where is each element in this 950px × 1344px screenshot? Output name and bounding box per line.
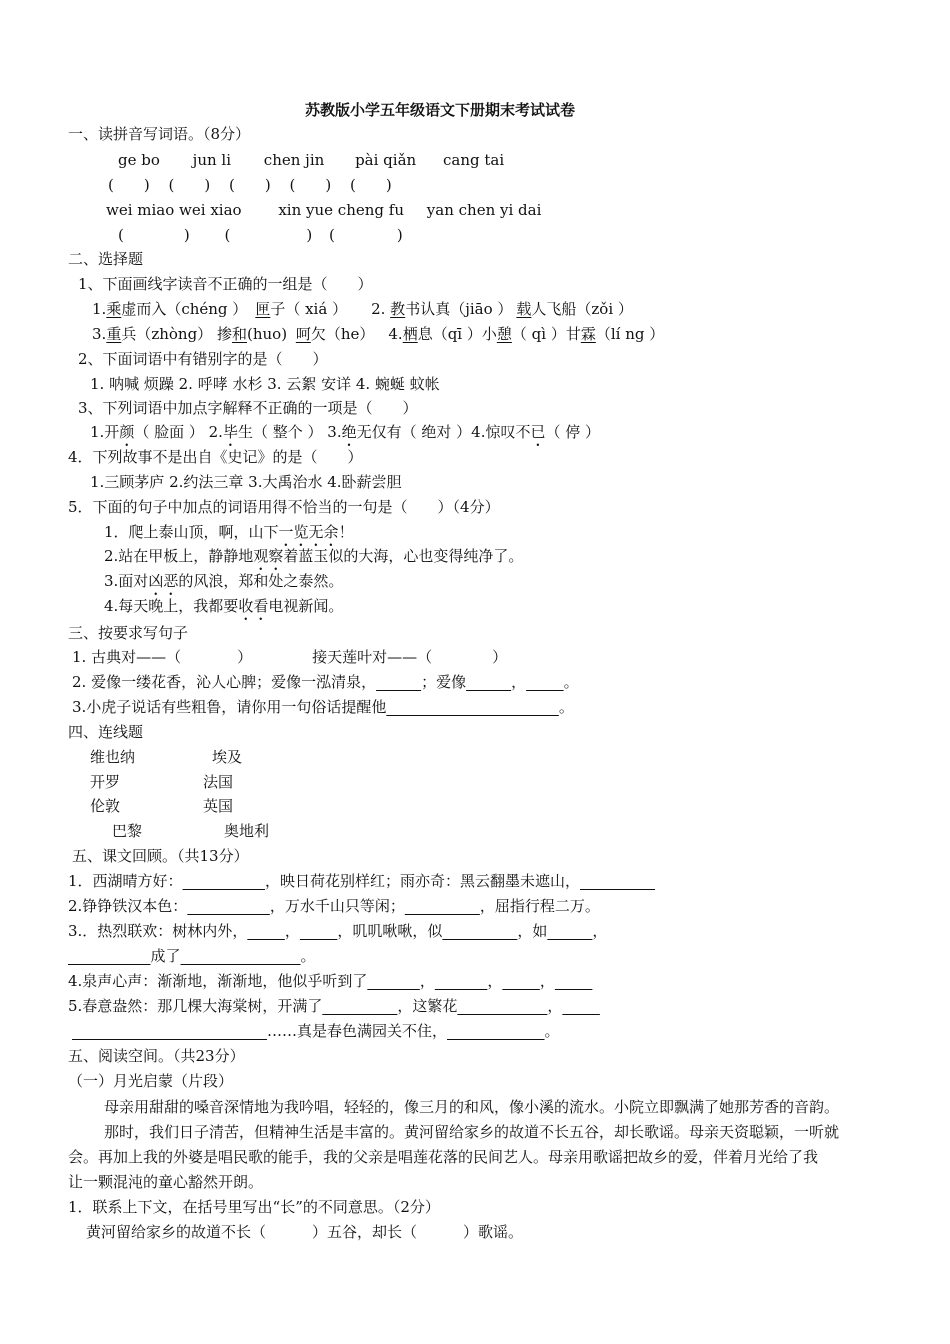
match-right-item[interactable]: 奥地利 (224, 822, 270, 840)
recall-line-4: 4.泉声心声：渐渐地，渐渐地，他似乎听到了 ， ， ， (68, 971, 592, 991)
question-2-3-options: 1.开颜（ 脸面 ） 2.毕生（ 整个 ） 3.绝无仅有（ 绝对 ）4.惊叹不已（ 停 ） (90, 423, 601, 441)
section-6-heading: 五、阅读空间。（共23分） (68, 1047, 245, 1065)
answer-blank[interactable] (300, 922, 338, 940)
match-right-item[interactable]: 埃及 (212, 748, 243, 766)
answer-blank[interactable]: ( ) (224, 226, 313, 244)
pinyin-item: jun li (192, 151, 232, 169)
recall-line-3: 3.．热烈联欢：树林内外， ， ，叽叽啾啾，似 ，如 ， (68, 922, 608, 940)
question-2-2-options: 1. 呐喊 烦躁 2. 呼哮 水杉 3. 云絮 安详 4. 蜿蜒 蚊帐 (90, 375, 440, 393)
reading-paragraph-1: 母亲用甜甜的嗓音深情地为我吟唱，轻轻的，像三月的和风，像小溪的流水。小院立即飘满了她那芳香的音韵。 (104, 1098, 840, 1116)
answer-parens-row-1 (108, 175, 392, 195)
answer-blank[interactable]: ( ) (329, 226, 403, 244)
section-1-heading: 一、读拼音写词语。（8分） (68, 125, 251, 143)
answer-blank[interactable] (526, 673, 564, 691)
match-right-item[interactable]: 法国 (203, 773, 234, 791)
match-right-item[interactable]: 英国 (203, 797, 234, 815)
recall-line-5: 5.春意盎然：那几棵大海棠树，开满了 ，这繁花 ， (68, 996, 600, 1016)
reading-paragraph-2-line-3: 让一颗混沌的童心豁然开朗。 (68, 1173, 264, 1191)
answer-blank[interactable] (376, 673, 421, 691)
reading-subtitle: （一）月光启蒙（片段） (68, 1072, 234, 1090)
reading-paragraph-2-line-2: 会。再加上我的外婆是唱民歌的能手，我的父亲是唱莲花落的民间艺人。母亲用歌谣把故乡的爱，伴着月光给了我 (68, 1148, 819, 1166)
answer-blank[interactable] (555, 972, 593, 990)
answer-blank[interactable]: ( ) (108, 176, 150, 194)
answer-blank[interactable] (435, 972, 488, 990)
answer-blank[interactable] (72, 1022, 267, 1040)
question-2-4-options: 1.三顾茅庐 2.约法三章 3.大禹治水 4.卧薪尝胆 (90, 473, 402, 491)
section-5-heading: 五、课文回顾。（共13分） (72, 847, 249, 865)
pinyin-item: chen jin (263, 151, 325, 169)
question-3-3: 3.小虎子说话有些粗鲁，请你用一句俗话提醒他 。 (72, 698, 574, 716)
question-2-5-sentence-3: 3.面对凶恶的风浪，郑和处之泰然。 (104, 572, 344, 590)
answer-blank[interactable] (442, 922, 517, 940)
answer-blank[interactable] (580, 872, 655, 890)
section-2-heading: 二、选择题 (68, 250, 144, 268)
question-3-2: 2. 爱像一缕花香，沁人心脾；爱像一泓清泉， ；爱像 ， 。 (72, 673, 579, 691)
answer-blank[interactable] (322, 997, 397, 1015)
reading-question-1: 1．联系上下文，在括号里写出“长”的不同意思。（2分） (68, 1198, 440, 1216)
page-title: 苏教版小学五年级语文下册期末考试试卷 (305, 101, 576, 119)
match-left-item[interactable]: 维也纳 (90, 748, 136, 766)
section-4-heading: 四、连线题 (68, 723, 144, 741)
pinyin-row-2 (106, 200, 541, 220)
pinyin-item: pài qiǎn (355, 151, 417, 169)
question-3-1: 1. 古典对——（ ） 接天莲叶对——（ ） (72, 648, 508, 666)
answer-blank[interactable]: ( ) (289, 176, 332, 194)
recall-line-1: 1．西湖晴方好： ，映日荷花别样红；雨亦奇：黑云翻墨未遮山， (68, 871, 655, 891)
question-2-1-options-b: 3.重兵（zhòng） 掺和(huo) 呵欠（he） 4.栖息（qī ）小憩（ qì ）甘霖（lí ng ） (92, 325, 665, 343)
question-2-4: 4．下列故事不是出自《史记》的是（ ） (68, 448, 363, 466)
reading-question-1-blanks: 黄河留给家乡的故道不长（ ）五谷，却长（ ）歌谣。 (86, 1223, 524, 1241)
answer-blank[interactable] (183, 872, 266, 890)
question-2-1-options-a: 1.乘虚而入（chéng ） 匣子（ xiá ） 2. 教书认真（jiāo ） 载人飞船（zǒi ） (92, 300, 633, 318)
answer-blank[interactable] (181, 947, 301, 965)
question-2-5-sentence-1: 1．爬上泰山顶，啊，山下一览无余！ (104, 523, 354, 541)
question-2-5-sentence-4: 4.每天晚上，我都要收看电视新闻。 (104, 597, 344, 615)
answer-blank[interactable]: ( ) (168, 176, 211, 194)
answer-blank[interactable]: ( ) (118, 226, 190, 244)
answer-blank[interactable]: ( ) (350, 176, 392, 194)
reading-paragraph-2: 那时，我们日子清苦，但精神生活是丰富的。黄河留给家乡的故道不长五谷，却长歌谣。母亲天资聪颖，一听就 (104, 1123, 840, 1141)
question-2-5: 5．下面的句子中加点的词语用得不恰当的一句是（ ）（4分） (68, 498, 500, 516)
pinyin-item: ge bo (118, 151, 160, 169)
answer-blank[interactable] (367, 972, 420, 990)
answer-blank[interactable] (405, 897, 480, 915)
answer-blank[interactable] (502, 972, 540, 990)
answer-blank[interactable] (466, 673, 511, 691)
recall-line-2: 2.铮铮铁汉本色： ，万水千山只等闲； ，屈指行程二万。 (68, 897, 600, 915)
question-2-2: 2、下面词语中有错别字的是（ ） (78, 350, 328, 368)
answer-blank[interactable]: ( ) (229, 176, 271, 194)
question-2-1: 1、下面画线字读音不正确的一组是（ ） (78, 275, 373, 293)
match-left-item[interactable]: 伦敦 (90, 797, 121, 815)
question-2-3: 3、下列词语中加点字解释不正确的一项是（ ） (78, 399, 418, 417)
match-left-item[interactable]: 巴黎 (112, 822, 143, 840)
question-2-5-sentence-2: 2.站在甲板上，静静地观察着蓝玉似的大海，心也变得纯净了。 (104, 547, 524, 565)
answer-blank[interactable] (547, 922, 592, 940)
pinyin-item: wei miao wei xiao (106, 201, 242, 219)
match-left-item[interactable]: 开罗 (90, 773, 121, 791)
recall-line-5-cont: ……真是春色满园关不住， 。 (72, 1021, 560, 1041)
answer-blank[interactable] (562, 997, 600, 1015)
recall-line-3-cont: 成了 。 (68, 946, 316, 966)
answer-blank[interactable] (457, 997, 547, 1015)
pinyin-item: cang tai (442, 151, 505, 169)
answer-blank[interactable] (187, 897, 270, 915)
answer-blank[interactable] (386, 698, 559, 716)
answer-blank[interactable] (68, 947, 151, 965)
answer-blank[interactable] (247, 922, 285, 940)
answer-parens-row-2 (118, 225, 403, 245)
answer-blank[interactable] (447, 1022, 545, 1040)
section-3-heading: 三、按要求写句子 (68, 624, 189, 642)
pinyin-row-1 (118, 150, 504, 170)
pinyin-item: xin yue cheng fu (278, 201, 404, 219)
pinyin-item: yan chen yi dai (426, 201, 542, 219)
